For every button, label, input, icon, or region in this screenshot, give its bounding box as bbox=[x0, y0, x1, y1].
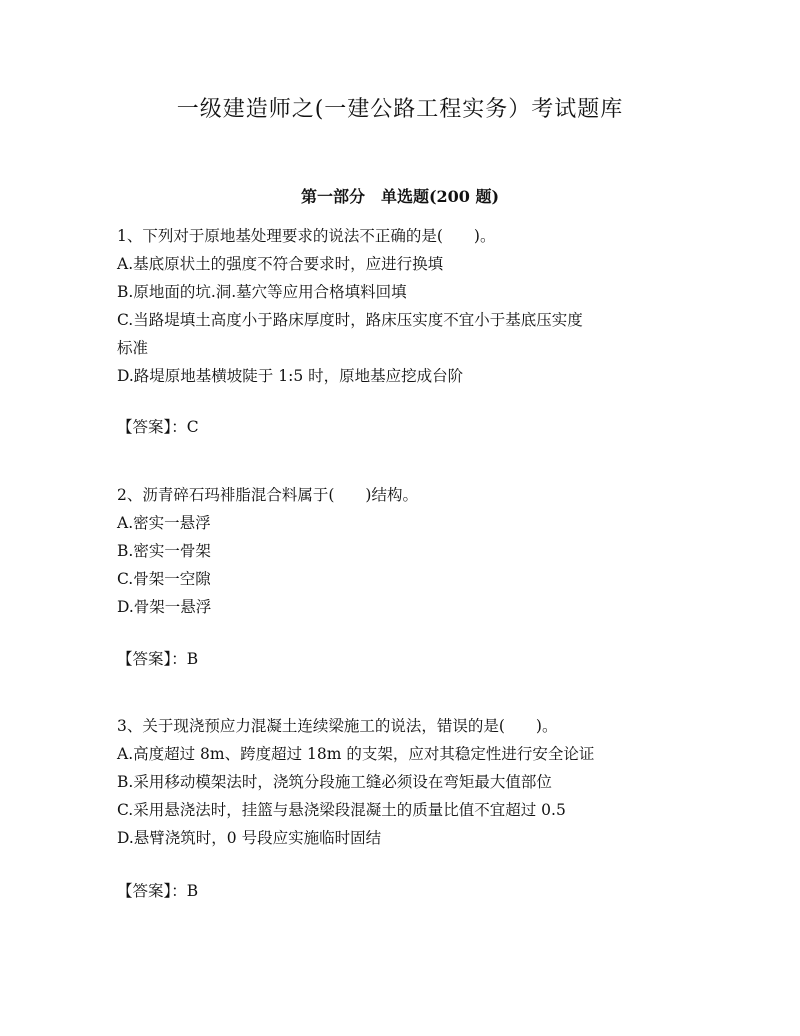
question-stem: 3、关于现浇预应力混凝土连续梁施工的说法，错误的是( )。 bbox=[117, 717, 558, 735]
question-stem: 1、下列对于原地基处理要求的说法不正确的是( )。 bbox=[117, 227, 496, 245]
option-c: C.骨架一空隙 bbox=[117, 570, 211, 588]
answer-2: 【答案】：B bbox=[117, 650, 199, 668]
option-a: A.基底原状土的强度不符合要求时，应进行换填 bbox=[117, 255, 444, 273]
section-title: 第一部分 单选题(200 题) bbox=[300, 187, 500, 206]
answer-3: 【答案】：B bbox=[117, 882, 199, 900]
option-d: D.悬臂浇筑时，0 号段应实施临时固结 bbox=[117, 829, 382, 847]
option-d: D.路堤原地基横坡陡于 1:5 时，原地基应挖成台阶 bbox=[117, 367, 464, 385]
question-2 bbox=[117, 481, 687, 621]
option-c: C.当路堤填土高度小于路床厚度时，路床压实度不宜小于基底压实度 bbox=[117, 311, 583, 329]
document-title: 一级建造师之(一建公路工程实务）考试题库 bbox=[176, 97, 624, 122]
option-b: B.原地面的坑.洞.墓穴等应用合格填料回填 bbox=[117, 283, 407, 301]
option-a: A.高度超过 8m、跨度超过 18m 的支架，应对其稳定性进行安全论证 bbox=[117, 745, 595, 763]
option-b: B.采用移动模架法时，浇筑分段施工缝必须设在弯矩最大值部位 bbox=[117, 773, 552, 791]
option-c: C.采用悬浇法时，挂篮与悬浇梁段混凝土的质量比值不宜超过 0.5 bbox=[117, 801, 566, 819]
option-c-continued: 标准 bbox=[117, 339, 149, 357]
question-stem: 2、沥青碎石玛裶脂混合料属于( )结构。 bbox=[117, 486, 418, 504]
question-1 bbox=[117, 222, 687, 390]
option-a: A.密实一悬浮 bbox=[117, 514, 211, 532]
answer-1: 【答案】：C bbox=[117, 418, 199, 436]
option-b: B.密实一骨架 bbox=[117, 542, 211, 560]
question-3 bbox=[117, 712, 687, 852]
option-d: D.骨架一悬浮 bbox=[117, 598, 212, 616]
